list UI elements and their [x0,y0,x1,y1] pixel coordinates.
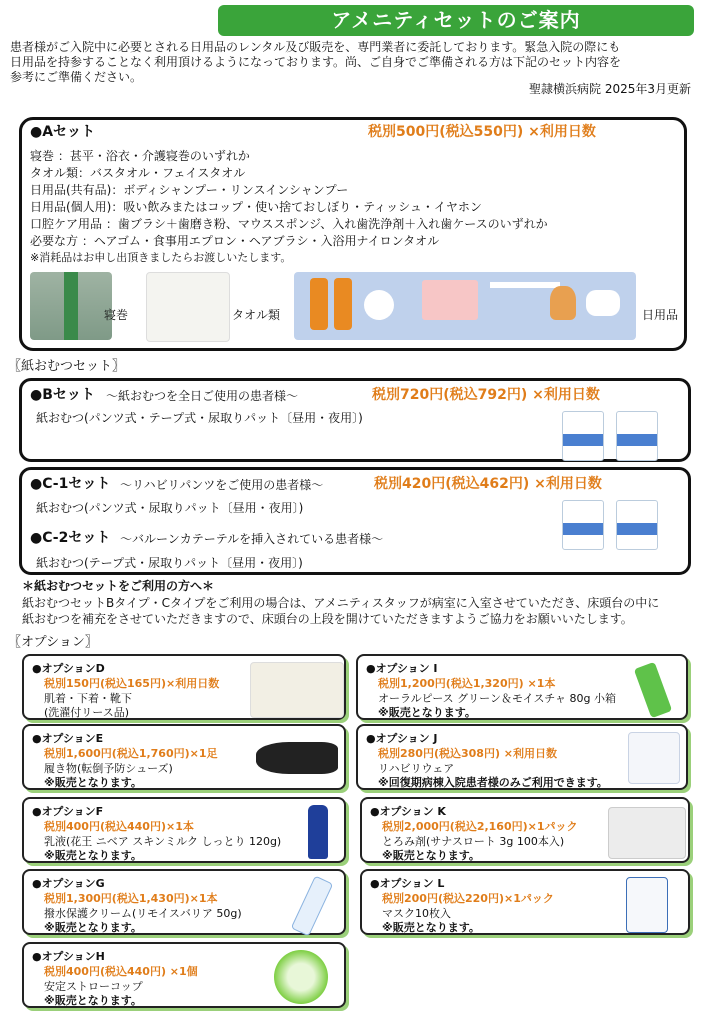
towel-label: タオル類 [232,308,281,322]
set-c2-desc: 紙おむつ(テープ式・尿取りパット〔昼用・夜用〕) [36,556,303,570]
set-c2-sub: ～バルーンカテーテルを挿入されている患者様～ [120,532,384,546]
set-a-item: 必要な方 ：ヘアゴム・食事用エプロン・ヘアブラシ・入浴用ナイロンタオル [30,234,440,248]
option-g-line-1: 撥水保護クリーム(リモイスバリア 50g) [44,907,242,920]
option-h-line-1: 安定ストローコップ [44,980,143,993]
page-title: アメニティセットのご案内 [218,5,694,36]
set-a-item: 寝巻 ：甚平・浴衣・介護寝巻のいずれか [30,149,250,163]
set-c1-price: 税別420円(税込462円) ×利用日数 [374,476,602,492]
option-g-box [22,869,346,935]
set-a-item: タオル類：バスタオル・フェイスタオル [30,166,246,180]
pajama-label: 寝巻 [104,308,129,322]
set-a-item: 口腔ケア用品 ：歯ブラシ＋歯磨き粉、マウススポンジ、入れ歯洗浄剤＋入れ歯ケースのいずれか [30,217,548,231]
shoes-image [256,742,338,774]
option-l-box [360,869,690,935]
option-e-price: 税別1,600円(税込1,760円)×1足 [44,747,218,760]
set-a-item: 日用品(個人用)：吸い飲みまたはコップ・使い捨ておしぼり・ティッシュ・イヤホン [30,200,482,214]
option-k-price: 税別2,000円(税込2,160円)×1パック [382,820,578,833]
option-f-box [22,797,346,863]
mask-pack-image [626,877,668,933]
option-k-box [360,797,690,863]
intro-line-1: 患者様がご入院中に必要とされる日用品のレンタル及び販売を、専門業者に委託しております。緊急入院の際にも [10,40,621,54]
thickener-image [608,807,686,859]
option-j-title: ●オプション J [366,732,438,745]
hospital-date: 聖隷横浜病院 2025年3月更新 [529,82,691,96]
option-f-line-1: 乳液(花王 ニベア スキンミルク しっとり 120g) [44,835,282,848]
option-h-box [22,942,346,1008]
option-l-line-1: マスク10枚入 [382,907,451,920]
diaper-pack-image [616,500,658,550]
oral-peace-image [634,662,672,718]
option-k-title: ●オプション K [370,805,446,818]
option-l-title: ●オプション L [370,877,445,890]
option-e-title: ●オプションE [32,732,104,745]
pajama-image [30,272,112,340]
option-e-line-1: 履き物(転倒予防シューズ) [44,762,173,775]
underwear-image [250,662,344,718]
option-d-price: 税別150円(税込165円)×利用日数 [44,677,220,690]
option-i-title: ●オプション I [366,662,438,675]
nivea-bottle-image [308,805,328,859]
diaper-note-line-1: 紙おむつセットBタイプ・Cタイプをご利用の場合は、アメニティスタッフが病室に入室させていただき、床頭台の中に [22,596,660,610]
option-e-line-2: ※販売となります。 [44,776,142,789]
option-k-line-2: ※販売となります。 [382,849,480,862]
option-i-price: 税別1,200円(税込1,320円) ×1本 [378,677,556,690]
intro-line-2: 日用品を持参することなく利用頂けるようになっております。尚、ご自身でご準備される方は下記のセット内容を [10,55,622,69]
set-c1-sub: ～リハビリパンツをご使用の患者様～ [120,478,324,492]
intro-line-3: 参考にご準備ください。 [10,70,143,84]
option-f-price: 税別400円(税込440円)×1本 [44,820,194,833]
set-a-price: 税別500円(税込550円) ×利用日数 [368,124,596,140]
rehab-wear-image [628,732,680,784]
diaper-note-title: ＊紙おむつセットをご利用の方へ＊ [22,579,215,593]
option-h-price: 税別400円(税込440円) ×1個 [44,965,198,978]
option-e-box [22,724,346,790]
set-c-box [19,467,691,575]
set-c1-name: ●C-1セット [30,476,111,492]
option-d-title: ●オプションD [32,662,105,675]
diaper-pack-image [562,500,604,550]
option-i-line-2: ※販売となります。 [378,706,476,719]
option-g-price: 税別1,300円(税込1,430円)×1本 [44,892,218,905]
diaper-pack-image [562,411,604,461]
set-b-box [19,378,691,462]
cream-tube-image [291,875,334,936]
daily-goods-image [294,272,636,340]
option-h-line-2: ※販売となります。 [44,994,142,1007]
option-g-title: ●オプションG [32,877,105,890]
option-d-line-2: (洗濯付リース品) [44,706,130,719]
option-d-box [22,654,346,720]
option-f-title: ●オプションF [32,805,104,818]
set-b-desc: 紙おむつ(パンツ式・テープ式・尿取りパット〔昼用・夜用〕) [36,411,363,425]
option-d-line-1: 肌着・下着・靴下 [44,692,132,705]
set-c1-desc: 紙おむつ(パンツ式・尿取りパット〔昼用・夜用〕) [36,501,304,515]
option-j-price: 税別280円(税込308円) ×利用日数 [378,747,558,760]
diaper-note-line-2: 紙おむつを補充をさせていただきますので、床頭台の上段を開けていただきますようご協力をお願いいたします。 [22,612,633,626]
diaper-pack-image [616,411,658,461]
set-a-box [19,117,687,351]
option-k-line-1: とろみ剤(サナスロート 3g 100本入) [382,835,565,848]
option-g-line-2: ※販売となります。 [44,921,142,934]
option-i-box [356,654,688,720]
daily-goods-label: 日用品 [642,308,679,322]
intro-text [10,40,700,85]
option-h-title: ●オプションH [32,950,105,963]
diaper-set-heading: 〖紙おむつセット〗 [8,359,126,374]
straw-cup-image [274,950,328,1004]
set-a-name: ●Aセット [30,124,96,140]
option-j-line-1: リハビリウェア [378,762,455,775]
towel-image [146,272,230,342]
set-b-name: ●Bセット [30,387,95,403]
option-f-line-2: ※販売となります。 [44,849,142,862]
option-j-box [356,724,688,790]
set-a-note: ※消耗品はお申し出頂きましたらお渡しいたします。 [30,251,292,264]
option-j-line-2: ※回復期病棟入院患者様のみご利用できます。 [378,776,608,789]
set-c2-name: ●C-2セット [30,530,111,546]
option-l-price: 税別200円(税込220円)×1パック [382,892,554,905]
set-b-sub: ～紙おむつを全日ご使用の患者様～ [106,389,299,403]
option-i-line-1: オーラルピース グリーン＆モイスチャ 80g 小箱 [378,692,616,705]
option-heading: 〖オプション〗 [8,635,98,650]
option-l-line-2: ※販売となります。 [382,921,480,934]
set-b-price: 税別720円(税込792円) ×利用日数 [372,387,600,403]
set-a-item: 日用品(共有品)：ボディシャンプー・リンスインシャンプー [30,183,349,197]
